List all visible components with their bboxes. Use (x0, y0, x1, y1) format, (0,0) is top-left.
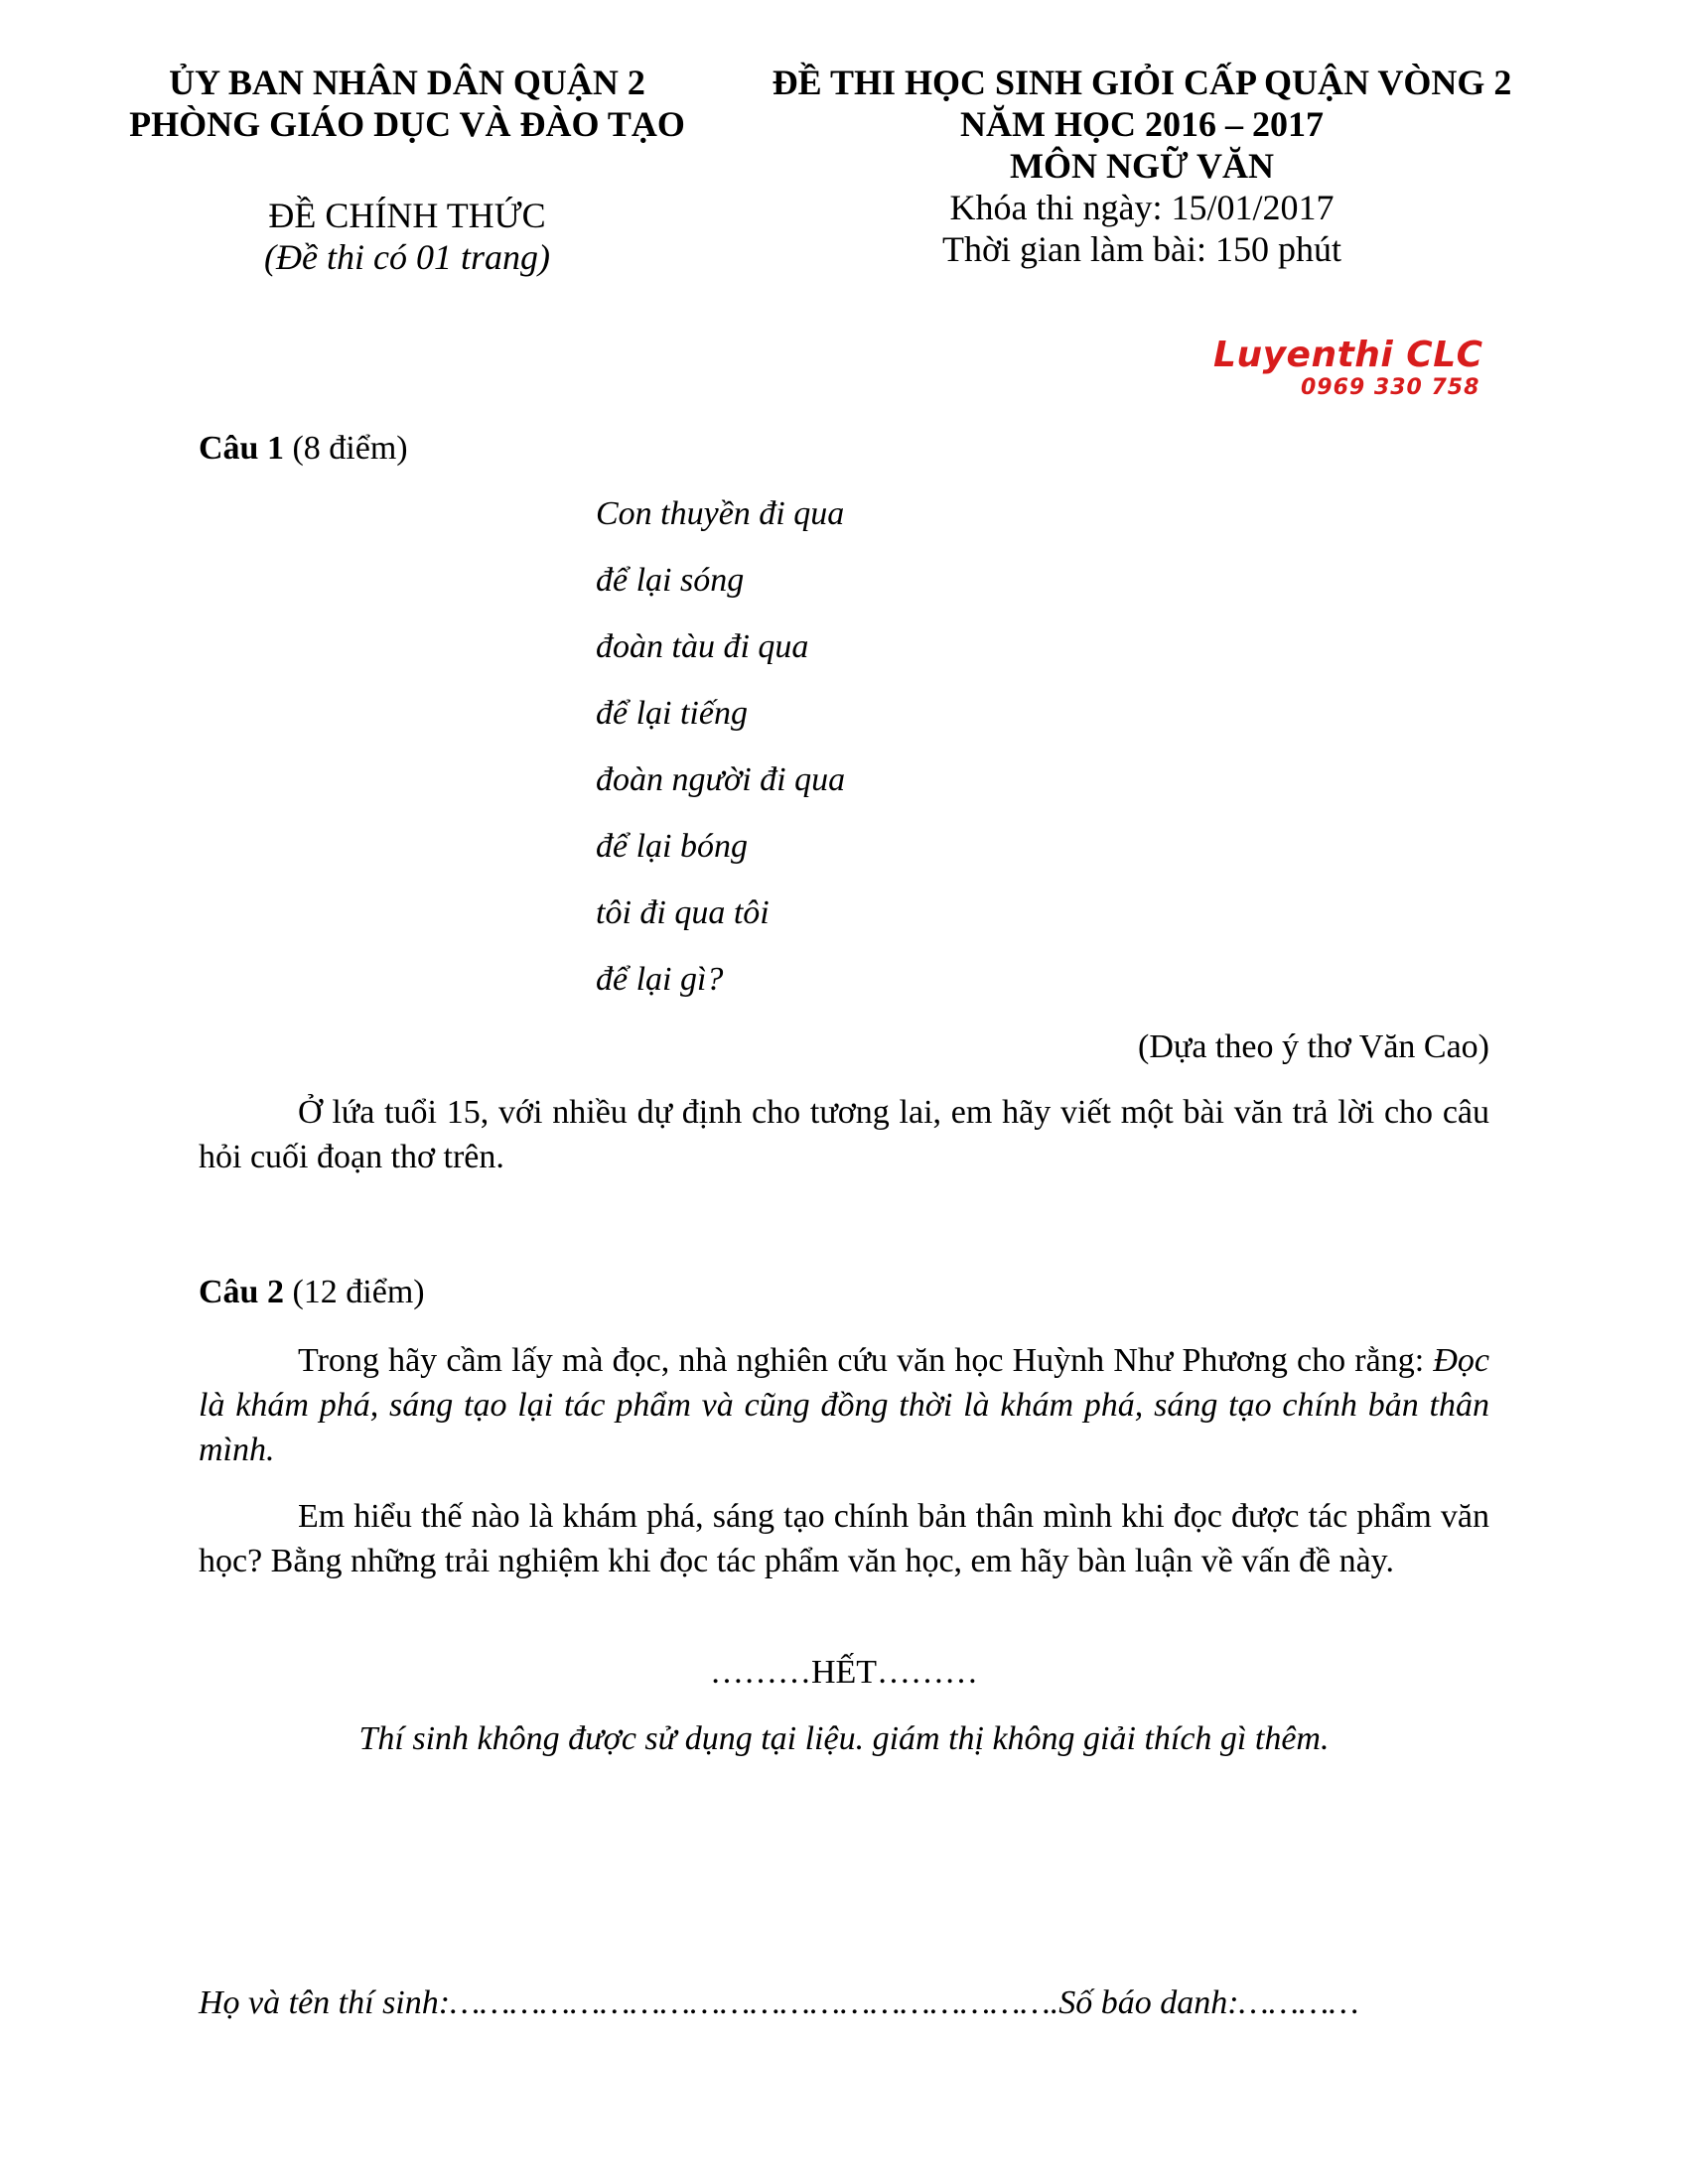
poem-line: để lại bóng (596, 828, 748, 865)
question1-label: Câu 1 (199, 430, 284, 467)
question2-intro (199, 1338, 1489, 1472)
poem-source: (Dựa theo ý thơ Văn Cao) (1138, 1028, 1489, 1065)
header-left (79, 62, 735, 278)
candidate-info-line: Họ và tên thí sinh:…………………………………………………….Số báo danh:………… (199, 1984, 1359, 2021)
poem-line: để lại sóng (596, 562, 745, 599)
pages-note: (Đề thi có 01 trang) (264, 237, 550, 277)
exam-duration: Thời gian làm bài: 150 phút (942, 229, 1341, 269)
question2-label: Câu 2 (199, 1274, 284, 1310)
exam-date: Khóa thi ngày: 15/01/2017 (949, 188, 1335, 227)
department-name: ỦY BAN NHÂN DÂN QUẬN 2 (169, 63, 645, 102)
poem-line: để lại tiếng (596, 695, 748, 732)
luyenthi-logo (1213, 336, 1531, 405)
poem-line: đoàn tàu đi qua (596, 628, 809, 665)
question2-intro-text: Trong hãy cầm lấy mà đọc, nhà nghiên cứu văn học Huỳnh Như Phương cho rằng: (298, 1342, 1434, 1379)
poem-line: Con thuyền đi qua (596, 495, 845, 532)
question2-points: (12 điểm) (283, 1274, 425, 1310)
official-label: ĐỀ CHÍNH THỨC (268, 196, 546, 235)
school-year: NĂM HỌC 2016 – 2017 (960, 104, 1324, 144)
header-right (735, 62, 1549, 270)
question1-prompt: Ở lứa tuổi 15, với nhiều dự định cho tương lai, em hãy viết một bài văn trả lời cho câu hỏi cuối đoạn thơ trên. (199, 1094, 1489, 1175)
question2-title (199, 1273, 425, 1312)
subject: MÔN NGỮ VĂN (1010, 146, 1274, 186)
poem-line: tôi đi qua tôi (596, 894, 770, 931)
poem-line: để lại gì? (596, 961, 724, 998)
end-mark: ………HẾT……… (709, 1654, 979, 1691)
office-name: PHÒNG GIÁO DỤC VÀ ĐÀO TẠO (129, 104, 685, 144)
question1-points: (8 điểm) (283, 430, 408, 467)
poem-line: đoàn người đi qua (596, 761, 846, 798)
exam-title: ĐỀ THI HỌC SINH GIỎI CẤP QUẬN VÒNG 2 (772, 63, 1512, 102)
exam-note: Thí sinh không được sử dụng tại liệu. giám thị không giải thích gì thêm. (358, 1720, 1330, 1757)
question2-quote: Đọc là khám phá, sáng tạo lại tác phẩm và cũng đồng thời là khám phá, sáng tạo chính bản thân mình. (199, 1342, 1489, 1468)
question1-title (199, 429, 408, 469)
logo-name: Luyenthi CLC (1213, 335, 1483, 375)
question2-prompt: Em hiểu thế nào là khám phá, sáng tạo chính bản thân mình khi đọc được tác phẩm văn học? Bằng những trải nghiệm khi đọc tác phẩm văn học, em hãy bàn luận về vấn đề này. (199, 1498, 1489, 1579)
logo-phone: 0969 330 758 (1301, 375, 1480, 400)
